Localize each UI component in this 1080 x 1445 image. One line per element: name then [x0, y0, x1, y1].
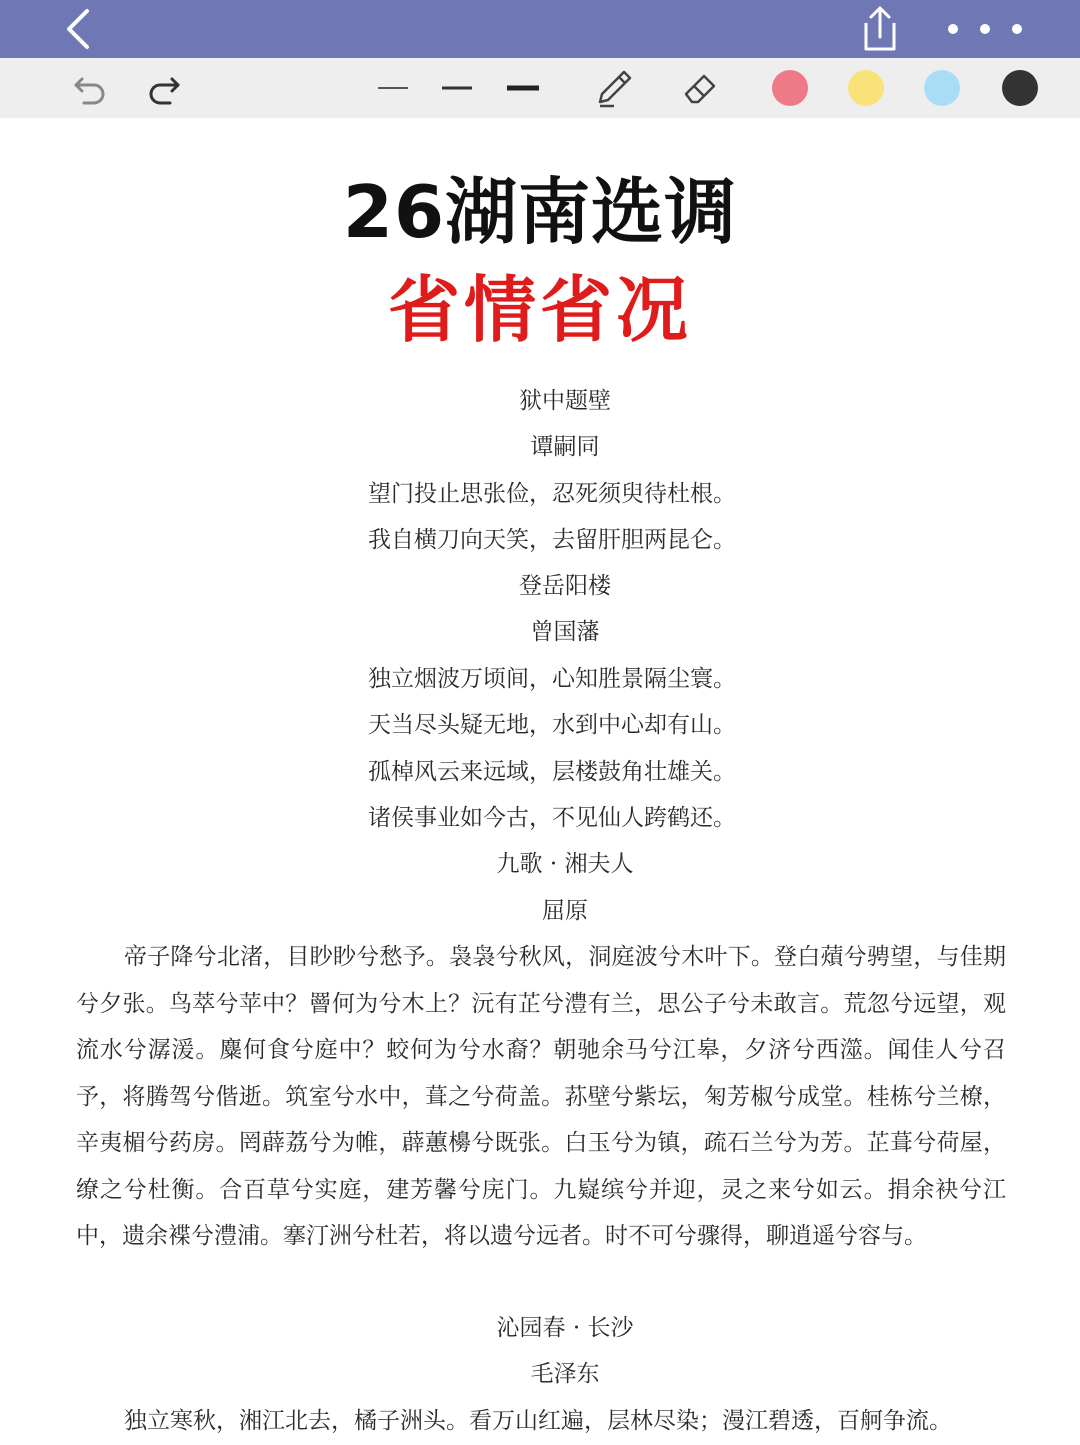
poem-author: 屈原	[542, 898, 588, 924]
more-dots-icon	[945, 23, 1025, 35]
line-thin-icon	[378, 83, 408, 93]
line-thin-button[interactable]	[376, 58, 410, 118]
line-medium-button[interactable]	[440, 58, 474, 118]
poem-line: 天当尽头疑无地，水到中心却有山。	[368, 712, 736, 738]
share-icon	[860, 5, 900, 53]
poem-author: 谭嗣同	[530, 434, 600, 460]
top-nav-bar	[0, 0, 1080, 58]
chevron-left-icon	[63, 7, 93, 51]
yellow-swatch	[848, 70, 884, 106]
poem-text: 独立寒秋，湘江北去，橘子洲头。看万山红遍，层林尽染；漫江碧透，百舸争流。	[124, 1408, 952, 1434]
page-title: 26湖南选调	[342, 170, 738, 254]
pen-button[interactable]	[590, 58, 638, 118]
blue-swatch	[924, 70, 960, 106]
pen-icon	[592, 66, 636, 110]
color-swatch-black[interactable]	[1000, 58, 1040, 118]
redo-icon	[146, 70, 182, 106]
undo-icon	[72, 70, 108, 106]
poem-line: 孤棹风云来远域，层楼鼓角壮雄关。	[368, 759, 736, 785]
line-medium-icon	[442, 83, 472, 93]
eraser-button[interactable]	[676, 58, 724, 118]
poem-author: 毛泽东	[530, 1361, 600, 1387]
page-subtitle: 省情省况	[387, 268, 692, 352]
poem-author: 曾国藩	[530, 619, 600, 645]
poem-text: 帝子降兮北渚，目眇眇兮愁予。袅袅兮秋风，洞庭波兮木叶下。登白薠兮骋望，与佳期兮夕张。鸟萃兮苹中？罾何为兮木上？沅有芷兮澧有兰，思公子兮未敢言。荒忽兮远望，观流水兮潺湲。麋何食兮庭中？蛟何为兮水裔？朝驰余马兮江皋，夕济兮西澨。闻佳人兮召予，将腾驾兮偕逝。筑室兮水中，葺之兮荷盖。荪壁兮紫坛，匊芳椒兮成堂。桂栋兮兰橑，辛夷楣兮药房。罔薜荔兮为帷，薜蕙櫋兮既张。白玉兮为镇，疏石兰兮为芳。芷葺兮荷屋，缭之兮杜衡。合百草兮实庭，建芳馨兮庑门。九嶷缤兮并迎，灵之来兮如云。捐余袂兮江中，遗余褋兮澧浦。搴汀洲兮杜若，将以遗兮远者。时不可兮骤得，聊逍遥兮容与。	[76, 944, 1006, 1249]
annotation-toolbar	[0, 58, 1080, 119]
color-swatch-yellow[interactable]	[846, 58, 886, 118]
poem-title: 登岳阳楼	[519, 573, 611, 599]
color-swatch-blue[interactable]	[922, 58, 962, 118]
poem-title: 沁园春 · 长沙	[496, 1315, 634, 1341]
eraser-icon	[680, 68, 720, 108]
share-button[interactable]	[850, 0, 910, 58]
more-button[interactable]	[930, 0, 1040, 58]
line-thick-icon	[507, 83, 539, 93]
redo-button[interactable]	[140, 58, 188, 118]
poem-line: 望门投止思张俭，忍死须臾待杜根。	[368, 481, 736, 507]
black-swatch	[1002, 70, 1038, 106]
poem-line: 独立烟波万顷间，心知胜景隔尘寰。	[368, 666, 736, 692]
color-swatch-pink[interactable]	[770, 58, 810, 118]
poem-line: 诸侯事业如今古，不见仙人跨鹤还。	[368, 805, 736, 831]
back-button[interactable]	[48, 0, 108, 58]
poem-line: 我自横刀向天笑，去留肝胆两昆仑。	[368, 527, 736, 553]
pink-swatch	[772, 70, 808, 106]
poem-title: 狱中题壁	[519, 388, 611, 414]
undo-button[interactable]	[66, 58, 114, 118]
poem-title: 九歌 · 湘夫人	[496, 851, 634, 877]
line-thick-button[interactable]	[504, 58, 542, 118]
